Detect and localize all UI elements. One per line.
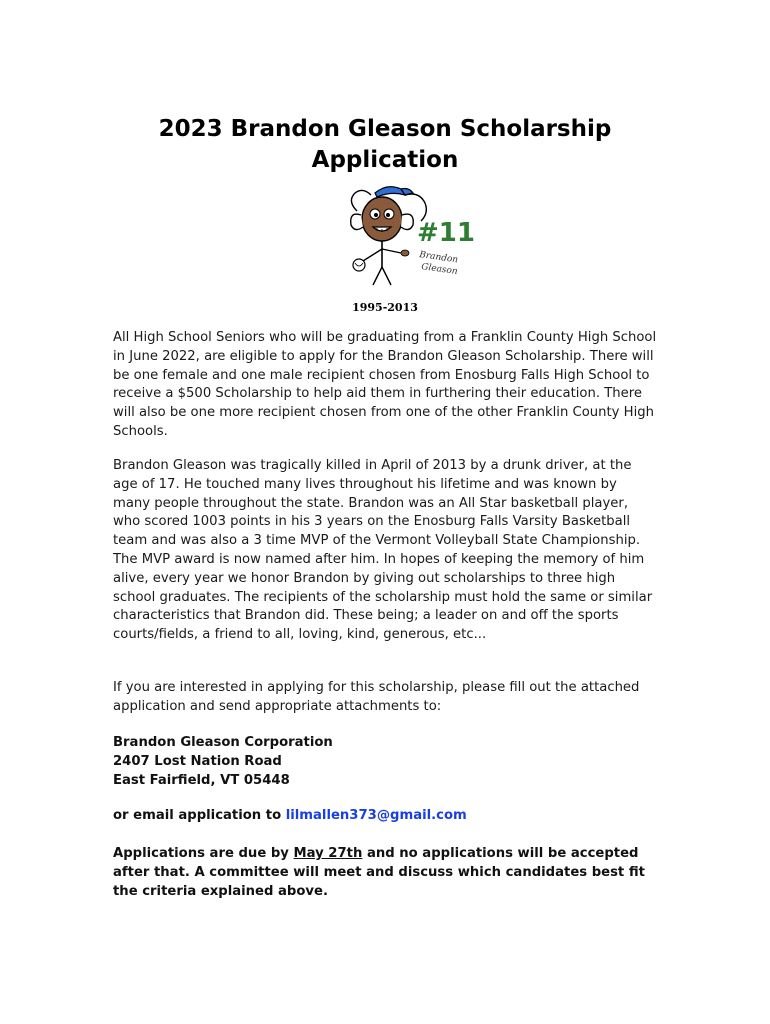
- address-line-2: 2407 Lost Nation Road: [113, 753, 282, 769]
- years-caption: 1995-2013: [352, 301, 418, 314]
- deadline-date: May 27th: [293, 846, 363, 861]
- page-title: [0, 114, 770, 176]
- handwriting-line-1: Brandon: [418, 250, 459, 266]
- instructions-paragraph: If you are interested in applying for this scholarship, please fill out the attached application and send appropriate attachments to:: [113, 680, 640, 714]
- title-line-1: 2023 Brandon Gleason Scholarship: [158, 116, 612, 142]
- deadline-prefix: Applications are due by: [113, 846, 294, 861]
- eligibility-paragraph: All High School Seniors who will be graduating from a Franklin County High School in June 2022, are eligible to apply for the Brandon Gleason Scholarship. There will be one female and one male recipient chosen from Enosburg Falls High School to receive a $500 Scholarship to help aid them in furthering their education. There will also be one more recipient chosen from one of the other Franklin County High Schools.: [113, 330, 657, 439]
- email-link[interactable]: lilmallen373@gmail.com: [285, 808, 467, 823]
- deadline-paragraph: [113, 845, 658, 901]
- handwriting-line-2: Gleason: [420, 262, 459, 278]
- address-line-3: East Fairfield, VT 05448: [113, 772, 290, 788]
- mailing-address: [113, 734, 333, 790]
- title-line-2: Application: [311, 147, 459, 173]
- deadline-suffix: and no applications will be accepted after that. A committee will meet and discuss which candidates best fit the criteria explained above.: [113, 846, 645, 899]
- address-line-1: Brandon Gleason Corporation: [113, 735, 333, 750]
- email-prefix: or email application to: [113, 808, 286, 823]
- cartoon-character-icon: [335, 181, 475, 293]
- email-line: [113, 807, 467, 826]
- biography-paragraph: Brandon Gleason was tragically killed in April of 2013 by a drunk driver, at the age of 17. He touched many lives throughout his lifetime and was known by many people throughout the state. Brandon was an All Star basketball player, who scored 1003 points in his 3 years on the Enosburg Falls Varsity Basketball team and was also a 3 time MVP of the Vermont Volleyball State Championship. The MVP award is now named after him. In hopes of keeping the memory of him alive, every year we honor Brandon by giving out scholarships to three high school graduates. The recipients of the scholarship must hold the same or similar characteristics that Brandon did. These being; a leader on and off the sports courts/fields, a friend to all, loving, kind, generous, etc...: [113, 458, 653, 643]
- jersey-number: #11: [417, 218, 475, 248]
